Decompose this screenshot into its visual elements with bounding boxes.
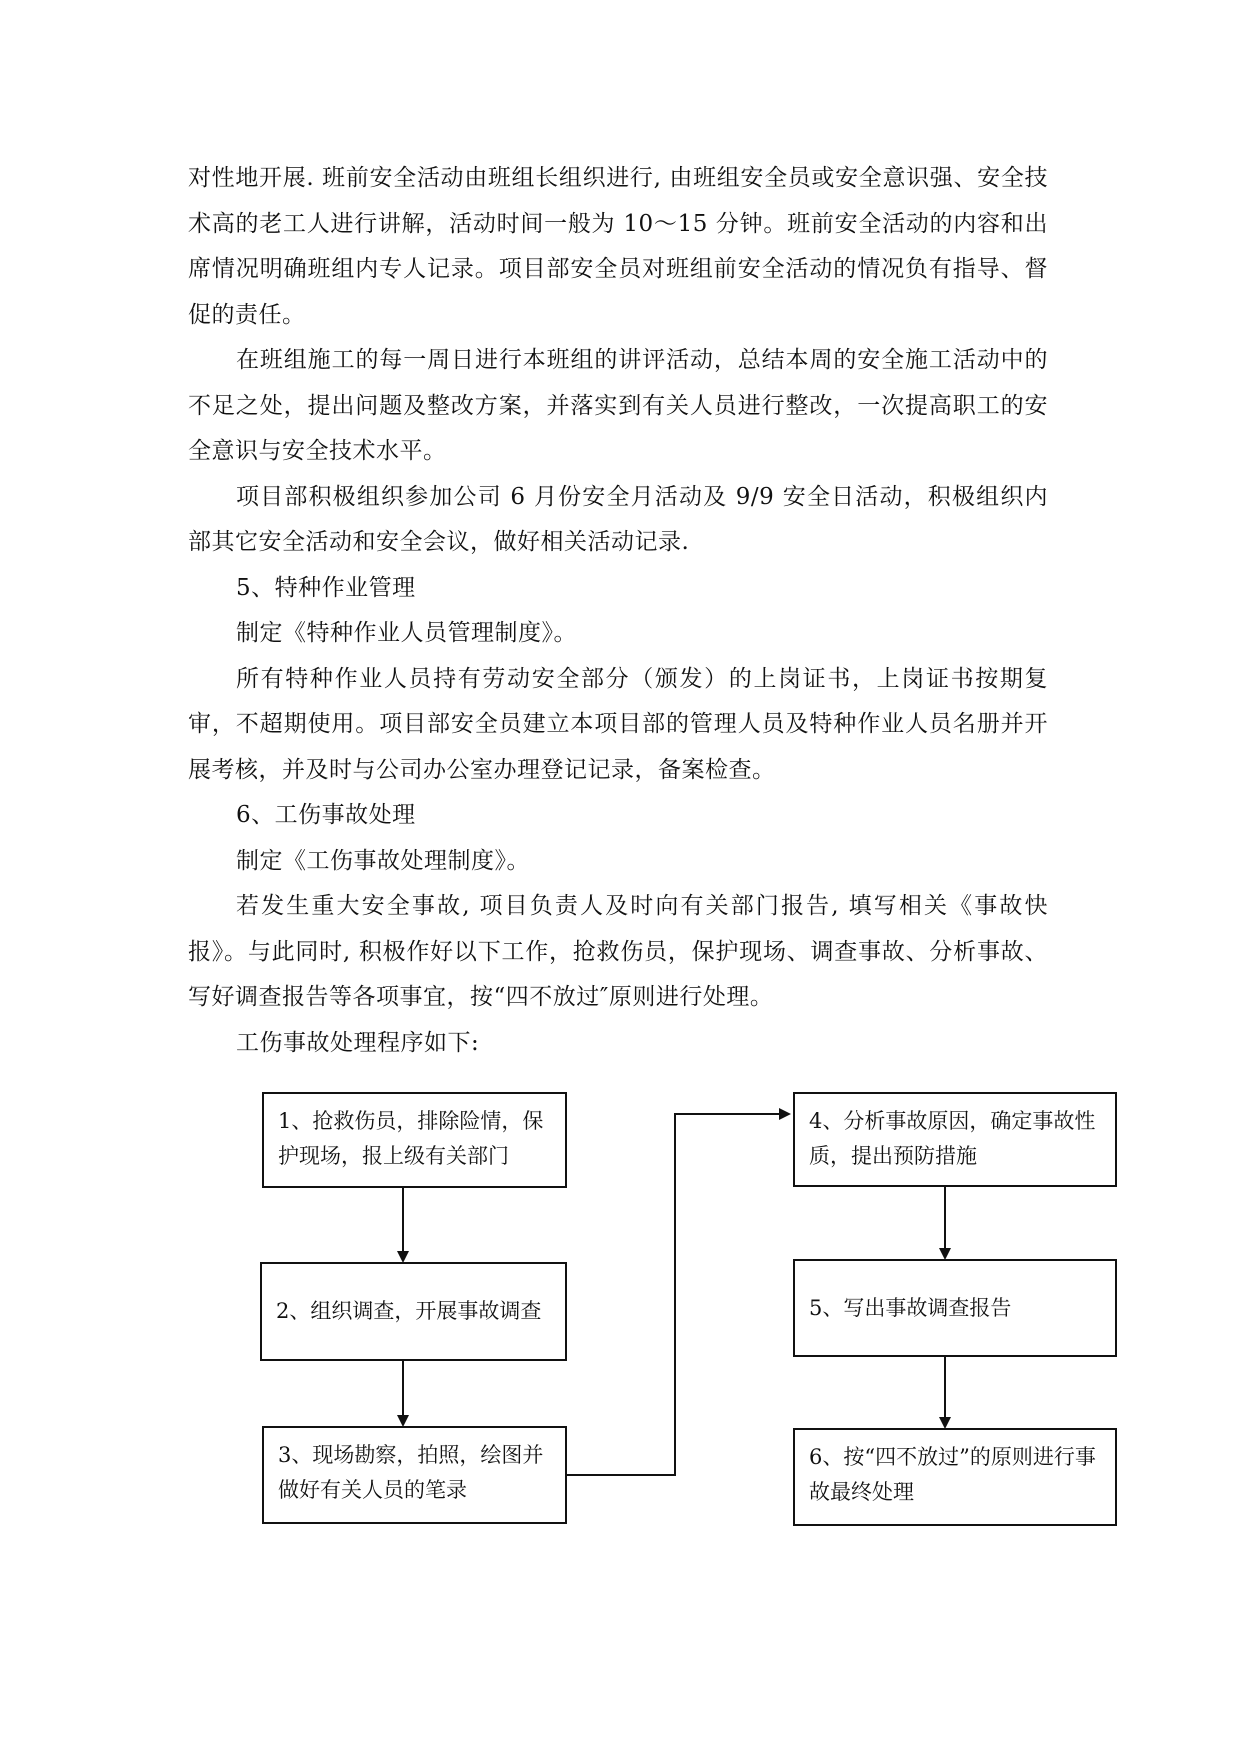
flow-step-3-box xyxy=(262,1426,567,1524)
flow-step-4-box xyxy=(793,1092,1117,1187)
flowchart-intro: 工伤事故处理程序如下: xyxy=(236,1029,480,1056)
flow-step-2-label: 2、组织调查，开展事故调查 xyxy=(276,1299,542,1323)
paragraph-5: 制定《特种作业人员管理制度》。 xyxy=(236,620,577,646)
section-heading-6: 6、工伤事故处理 xyxy=(236,802,416,828)
flow-step-4-label: 4、分析事故原因，确定事故性质，提出预防措施 xyxy=(809,1109,1096,1168)
flow-step-5-box xyxy=(793,1259,1117,1357)
flow-step-3-label: 3、现场勘察，拍照，绘图并做好有关人员的笔录 xyxy=(278,1443,544,1502)
paragraph-8: 制定《工伤事故处理制度》。 xyxy=(236,847,530,874)
paragraph-1: 对性地开展. 班前安全活动由班组长组织进行, 由班组安全员或安全意识强、安全技术高的老工人进行讲解，活动时间一般为 10～15 分钟。班前安全活动的内容和出席情况明确班组内专人记录。项目部安全员对班组前安全活动的情况负有指导、督促的责任。 xyxy=(188,165,1048,328)
paragraph-2: 在班组施工的每一周日进行本班组的讲评活动，总结本周的安全施工活动中的不足之处，提出问题及整改方案，并落实到有关人员进行整改，一次提高职工的安全意识与安全技术水平。 xyxy=(188,347,1048,464)
paragraph-9: 若发生重大安全事故, 项目负责人及时向有关部门报告, 填写相关《事故快报》。与此同时, 积极作好以下工作，抢救伤员，保护现场、调查事故、分析事故、写好调查报告等各项事宜，按“四不放过″原则进行处理。 xyxy=(188,893,1048,1010)
flow-step-1-label: 1、抢救伤员，排除险情，保护现场，报上级有关部门 xyxy=(278,1109,544,1168)
paragraph-3: 项目部积极组织参加公司 6 月份安全月活动及 9/9 安全日活动，积极组织内部其它安全活动和安全会议，做好相关活动记录. xyxy=(188,483,1048,555)
section-heading-5: 5、特种作业管理 xyxy=(236,574,416,601)
paragraph-6: 所有特种作业人员持有劳动安全部分（颁发）的上岗证书，上岗证书按期复审，不超期使用。项目部安全员建立本项目部的管理人员及特种作业人员名册并开展考核，并及时与公司办公室办理登记记录，备案检查。 xyxy=(188,665,1048,783)
flow-step-6-box xyxy=(793,1428,1117,1526)
body-text xyxy=(188,156,1048,1066)
flow-step-1-box xyxy=(262,1092,567,1188)
flow-step-5-label: 5、写出事故调查报告 xyxy=(809,1295,1012,1320)
flow-step-2-box xyxy=(260,1262,567,1361)
flow-step-6-label: 6、按“四不放过”的原则进行事故最终处理 xyxy=(809,1445,1096,1504)
connector-step3-to-step4 xyxy=(567,1114,789,1475)
